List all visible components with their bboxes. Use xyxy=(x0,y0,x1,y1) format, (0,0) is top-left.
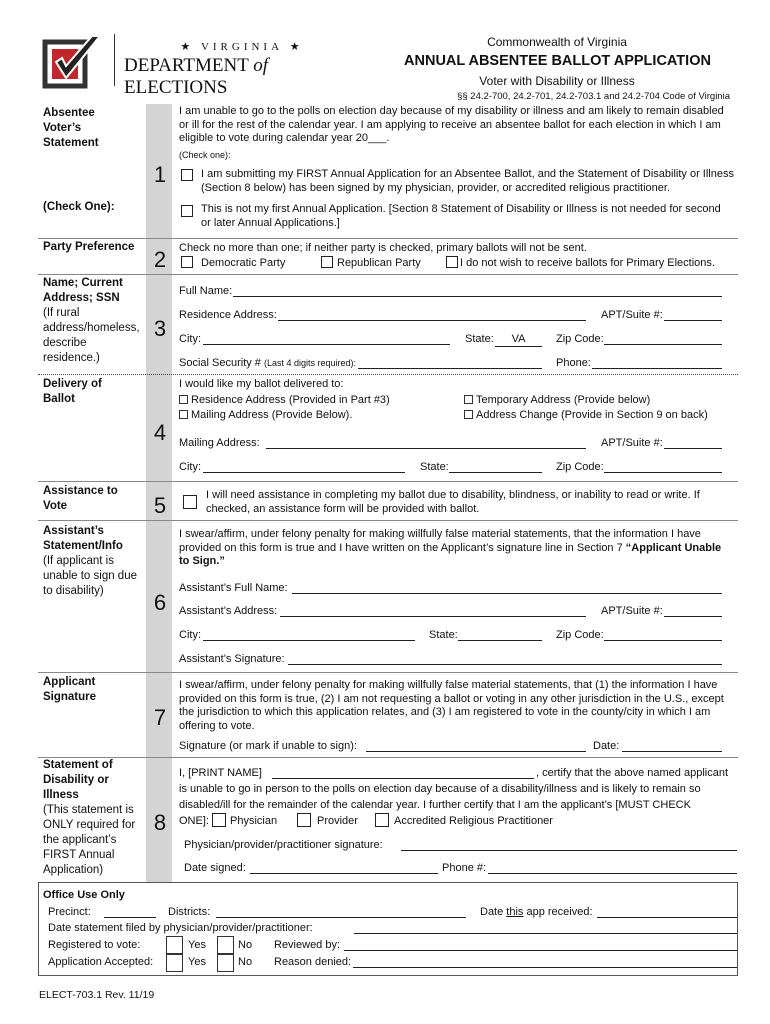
no-primary-label: I do not wish to receive ballots for Primary Elections. xyxy=(460,257,715,269)
reason-denied-label: Reason denied: xyxy=(274,956,352,968)
mailing-apt-field[interactable] xyxy=(664,437,722,449)
reviewed-by-field[interactable] xyxy=(344,939,737,951)
section7-number: 7 xyxy=(153,705,167,730)
print-name-field[interactable] xyxy=(272,767,534,779)
divider xyxy=(38,520,738,521)
star-icon: ★ xyxy=(180,41,195,53)
section3-label: Name; Current Address; SSN (If rural address/homeless, describe residence.) xyxy=(43,277,140,364)
provider-checkbox[interactable] xyxy=(297,813,311,827)
section1-check-one-label: (Check One): xyxy=(43,201,115,213)
applicant-signature-field[interactable] xyxy=(366,740,586,752)
mailing-state-field[interactable] xyxy=(449,461,542,473)
applicant-signature-label: Signature (or mark if unable to sign): xyxy=(179,740,357,752)
full-name-label: Full Name: xyxy=(179,285,233,297)
registered-yes-label: Yes xyxy=(188,939,206,951)
section8-number: 8 xyxy=(153,810,167,835)
certify-line2: is unable to go in person to the polls on election day because of a disability/illness and is likely to remain so xyxy=(179,783,701,795)
districts-field[interactable] xyxy=(216,906,466,918)
assistance-checkbox[interactable] xyxy=(183,495,197,509)
not-first-application-checkbox[interactable] xyxy=(181,205,193,217)
practitioner-signature-field[interactable] xyxy=(401,839,737,851)
accepted-yes-box[interactable] xyxy=(166,954,183,972)
section8-label: Statement of Disability or Illness (This statement is ONLY required for the applicant’s FIRST Annual Application) xyxy=(43,759,136,876)
zip-label: Zip Code: xyxy=(556,333,604,345)
state-value[interactable]: VA xyxy=(495,333,542,347)
delivery-instructions: I would like my ballot delivered to: xyxy=(179,378,344,390)
reason-denied-field[interactable] xyxy=(353,956,737,968)
accepted-yes-label: Yes xyxy=(188,956,206,968)
assistant-apt-field[interactable] xyxy=(664,605,722,617)
party-instructions: Check no more than one; if neither party is checked, primary ballots will not be sent. xyxy=(179,242,587,254)
assistant-address-field[interactable] xyxy=(280,605,586,617)
print-name-label: I, [PRINT NAME] xyxy=(179,767,262,779)
section7-label: Applicant Signature xyxy=(43,676,97,703)
ssn-field[interactable] xyxy=(358,357,542,369)
section3-number: 3 xyxy=(153,316,167,341)
delivery-temporary-option[interactable]: Temporary Address (Provide below) xyxy=(464,394,650,408)
practitioner-phone-label: Phone #: xyxy=(442,862,487,874)
city-field[interactable] xyxy=(203,333,450,345)
section5-number: 5 xyxy=(153,493,167,518)
certify-line4: ONE]: xyxy=(179,815,209,827)
phone-field[interactable] xyxy=(592,357,722,369)
statement-filed-label: Date statement filed by physician/provider/practitioner: xyxy=(48,922,313,934)
checkbox-icon xyxy=(464,395,473,404)
mailing-state-label: State: xyxy=(420,461,449,473)
mailing-zip-label: Zip Code: xyxy=(556,461,604,473)
assistant-city-field[interactable] xyxy=(203,629,415,641)
mailing-zip-field[interactable] xyxy=(604,461,722,473)
assistant-address-label: Assistant’s Address: xyxy=(179,605,278,617)
certify-text: , certify that the above named applicant xyxy=(536,767,729,779)
assistant-oath: I swear/affirm, under felony penalty for making willfully false material statements, that the information I have provided on this form is true and I have written on the Applicant’s signature line in Section 7 “Applicant Unable to Sign.” xyxy=(179,528,722,567)
full-name-field[interactable] xyxy=(233,285,722,297)
form-id: ELECT-703.1 Rev. 11/19 xyxy=(39,989,155,1001)
registered-no-label: No xyxy=(238,939,253,951)
office-use-title: Office Use Only xyxy=(43,889,125,901)
section6-label: Assistant’s Statement/Info (If applicant is unable to sign due to disability) xyxy=(43,525,137,597)
checkbox-icon xyxy=(464,410,473,419)
assistant-zip-label: Zip Code: xyxy=(556,629,604,641)
section2-number: 2 xyxy=(153,247,167,272)
divider xyxy=(38,274,738,275)
accepted-no-box[interactable] xyxy=(217,954,234,972)
commonwealth: Commonwealth of Virginia xyxy=(487,35,627,49)
section5-label: Assistance to Vote xyxy=(43,485,118,512)
no-primary-checkbox[interactable] xyxy=(446,256,458,268)
applicant-date-field[interactable] xyxy=(622,740,722,752)
ssn-label: Social Security # (Last 4 digits required): xyxy=(179,357,357,369)
mailing-address-field[interactable] xyxy=(266,437,586,449)
republican-label: Republican Party xyxy=(337,257,421,269)
phone-label: Phone: xyxy=(556,357,591,369)
accepted-no-label: No xyxy=(238,956,253,968)
mailing-city-field[interactable] xyxy=(203,461,405,473)
assistant-state-label: State: xyxy=(429,629,458,641)
assistant-signature-field[interactable] xyxy=(288,653,722,665)
logo-divider xyxy=(114,34,115,86)
section1-label: Absentee Voter’s Statement xyxy=(43,107,99,149)
delivery-address-change-option[interactable]: Address Change (Provide in Section 9 on back) xyxy=(464,409,708,423)
mailing-address-label: Mailing Address: xyxy=(179,437,260,449)
physician-label: Physician xyxy=(230,815,278,827)
applicant-oath: I swear/affirm, under felony penalty for making willfully false material statements, that (1) the information I have provided on this form is true, (2) I am not requesting a ballot or voting in any other jurisdiction in the U.S., except the jurisdiction to which this application relates, and (3) I am registered to vote in the county/city in which I am offering to vote. xyxy=(179,679,724,732)
divider xyxy=(38,374,738,375)
section1-check-one: (Check one): xyxy=(179,150,231,160)
department-name: DEPARTMENT of ELECTIONS xyxy=(124,55,269,98)
zip-field[interactable] xyxy=(604,333,722,345)
delivery-mailing-option[interactable]: Mailing Address (Provide Below). xyxy=(179,409,352,423)
provider-label: Provider xyxy=(317,815,358,827)
registered-no-box[interactable] xyxy=(217,936,234,954)
apt-field[interactable] xyxy=(664,309,722,321)
certify-line3: disabled/ill for the remainder of the calendar year. I further certify that I am the applicant’s [MUST CHECK xyxy=(179,799,691,811)
section1-statement: I am unable to go to the polls on election day because of my disability or illness and am likely to remain disabled or ill for the rest of the calendar year. I am applying to receive an absentee ballot for each election in which I am eligible to vote during calendar year 20___. xyxy=(179,105,724,144)
precinct-field[interactable] xyxy=(104,906,156,918)
democratic-label: Democratic Party xyxy=(201,257,286,269)
state-word: ★ VIRGINIA ★ xyxy=(180,41,304,53)
date-received-field[interactable] xyxy=(597,906,737,918)
city-label: City: xyxy=(179,333,201,345)
delivery-residence-option[interactable]: Residence Address (Provided in Part #3) xyxy=(179,394,390,408)
not-first-application-text: This is not my first Annual Application. [Section 8 Statement of Disability or Illness is not needed for second or later Annual Applications.] xyxy=(201,203,721,229)
code-reference: §§ 24.2-700, 24.2-701, 24.2-703.1 and 24.2-704 Code of Virginia xyxy=(457,91,730,102)
section4-label: Delivery of Ballot xyxy=(43,378,102,405)
assistant-state-field[interactable] xyxy=(458,629,542,641)
date-received-label: Date this app received: xyxy=(480,906,593,918)
logo xyxy=(42,34,106,92)
checkmark-logo-icon xyxy=(42,34,106,92)
assistant-city-label: City: xyxy=(179,629,201,641)
divider xyxy=(38,238,738,239)
assistant-signature-label: Assistant’s Signature: xyxy=(179,653,285,665)
assistance-text: I will need assistance in completing my ballot due to disability, blindness, or inability to read or write. If checked, an assistance form will be provided with ballot. xyxy=(206,489,700,515)
registered-yes-box[interactable] xyxy=(166,936,183,954)
section2-label: Party Preference xyxy=(43,241,135,253)
residence-address-field[interactable] xyxy=(278,309,586,321)
state-label: State: xyxy=(465,333,494,345)
apt-label: APT/Suite #: xyxy=(601,309,663,321)
assistant-name-label: Assistant’s Full Name: xyxy=(179,582,288,594)
section6-number: 6 xyxy=(153,590,167,615)
page-title: ANNUAL ABSENTEE BALLOT APPLICATION xyxy=(404,53,711,69)
districts-label: Districts: xyxy=(168,906,211,918)
divider xyxy=(38,481,738,482)
precinct-label: Precinct: xyxy=(48,906,91,918)
first-application-text: I am submitting my FIRST Annual Application for an Absentee Ballot, and the Statement of Disability or Illness (Section 8 below) has been signed by my physician, provider, or accredited religious practitioner. xyxy=(201,168,734,194)
residence-address-label: Residence Address: xyxy=(179,309,277,321)
section4-number: 4 xyxy=(153,420,167,445)
republican-checkbox[interactable] xyxy=(321,256,333,268)
practitioner-signature-label: Physician/provider/practitioner signature: xyxy=(184,839,383,851)
registered-label: Registered to vote: xyxy=(48,939,141,951)
section1-number: 1 xyxy=(153,162,167,187)
page-subtitle: Voter with Disability or Illness xyxy=(479,74,635,88)
date-signed-field[interactable] xyxy=(250,862,438,874)
checkbox-icon xyxy=(179,410,188,419)
physician-checkbox[interactable] xyxy=(212,813,226,827)
star-icon: ★ xyxy=(289,41,304,53)
mailing-city-label: City: xyxy=(179,461,201,473)
date-signed-label: Date signed: xyxy=(184,862,246,874)
assistant-zip-field[interactable] xyxy=(604,629,722,641)
practitioner-checkbox[interactable] xyxy=(375,813,389,827)
accepted-label: Application Accepted: xyxy=(48,956,154,968)
practitioner-phone-field[interactable] xyxy=(488,862,737,874)
reviewed-by-label: Reviewed by: xyxy=(274,939,341,951)
applicant-date-label: Date: xyxy=(593,740,620,752)
assistant-apt-label: APT/Suite #: xyxy=(601,605,663,617)
statement-filed-field[interactable] xyxy=(354,922,737,934)
first-application-checkbox[interactable] xyxy=(181,169,193,181)
mailing-apt-label: APT/Suite #: xyxy=(601,437,663,449)
checkbox-icon xyxy=(179,395,188,404)
assistant-name-field[interactable] xyxy=(292,582,722,594)
divider xyxy=(38,672,738,673)
democratic-checkbox[interactable] xyxy=(181,256,193,268)
practitioner-label: Accredited Religious Practitioner xyxy=(394,815,553,827)
